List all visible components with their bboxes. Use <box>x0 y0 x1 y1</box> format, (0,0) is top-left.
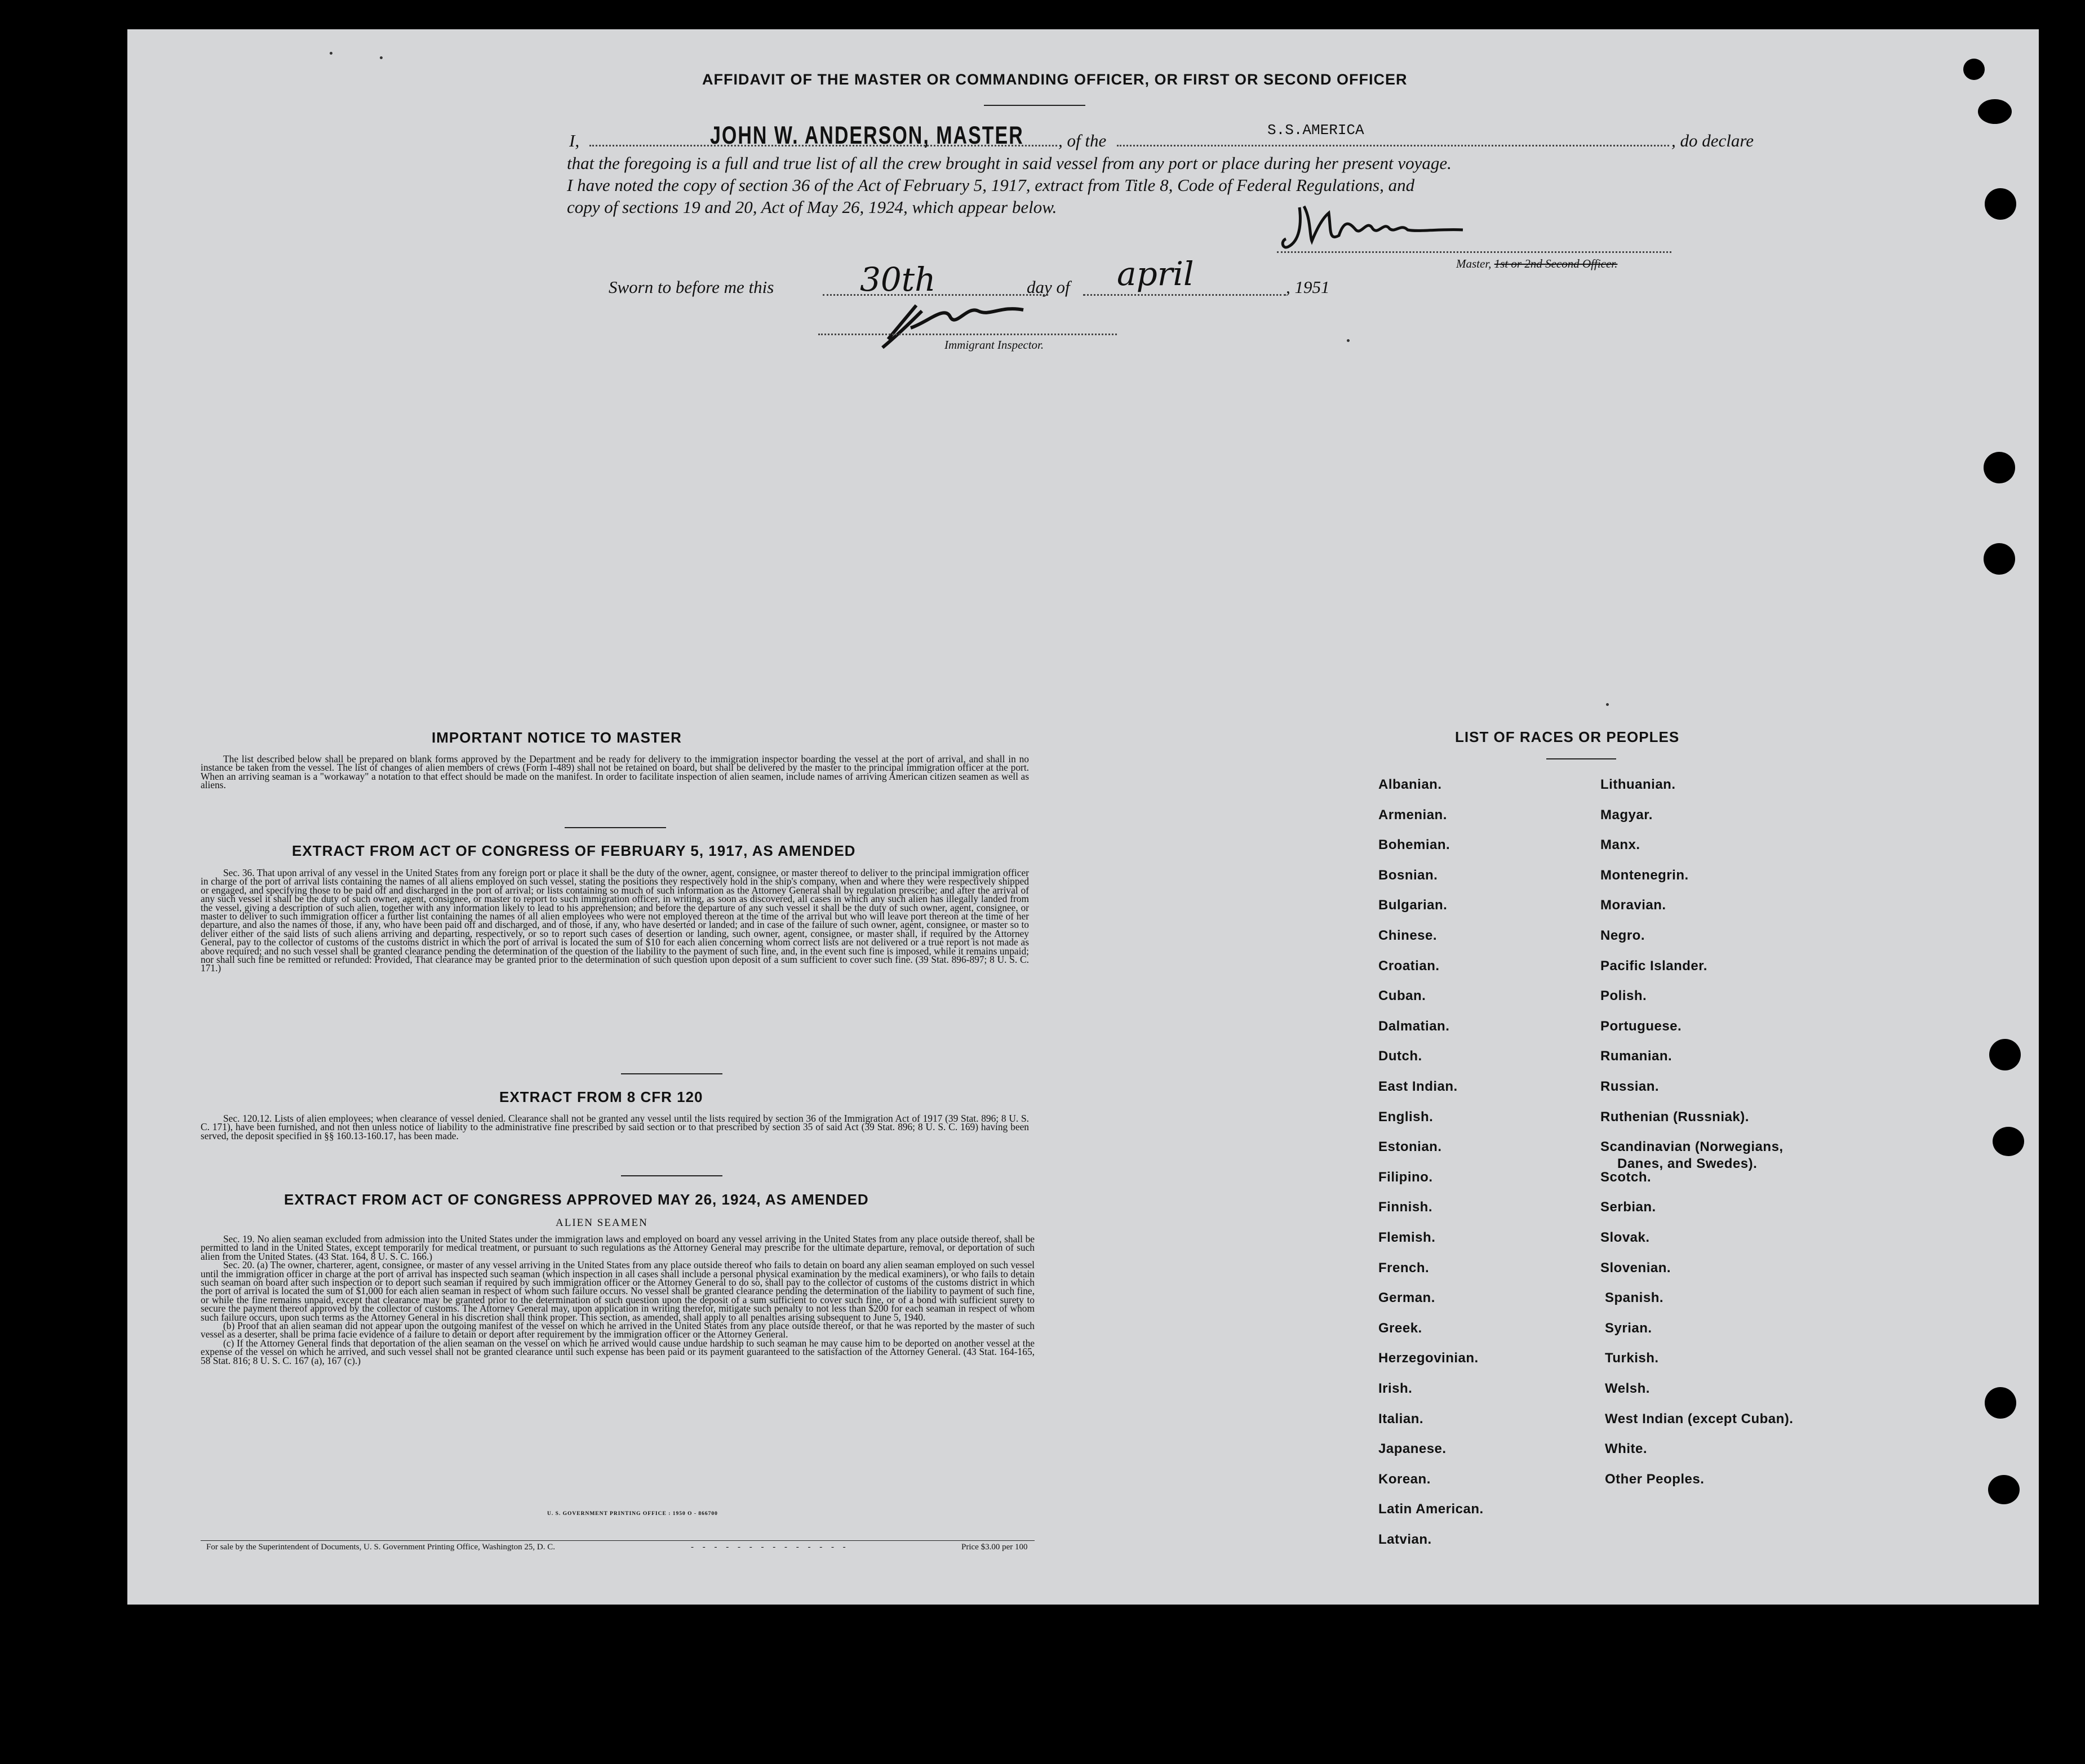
inspector-line <box>818 334 1117 335</box>
divider-2 <box>621 1073 722 1074</box>
sworn-label: Sworn to before me this <box>609 277 774 297</box>
extract-cfr-text: Sec. 120.12. Lists of alien employees; when clearance of vessel denied. Clearance shall not be granted any vessel until the lists required by section 36 of the Immigration Act of 1917 (39 Stat. 896; 8 U. S. C. 171), have been furnished, and not then unless notice of liability to the administrative fine prescribed by said section or to that prescribed by section 35 of said Act (39 Stat. 896; 8 U. S. C. 169) having been served, the deposit specified in §§ 160.13-160.17, has been made. <box>201 1113 1029 1141</box>
notice-text: The list described below shall be prepared on blank forms approved by the Department and be ready for delivery to the immigration inspector boarding the vessel at the port of arrival, and shall in no instance be taken from the vessel. The list of changes of alien members of crews (Form I-489) shall not be retained on board, but shall be delivered by the master to the principal immigration officer at the port. When an arriving seaman is a "workaway" a notation to that effect should be made on the manifest. In order to facilitate inspection of alien seamen, include names of arriving American citizen seamen as well as aliens. <box>201 753 1029 791</box>
extract-1924-title: EXTRACT FROM ACT OF CONGRESS APPROVED MAY 26, 1924, AS AMENDED <box>284 1191 869 1208</box>
footer-sale: For sale by the Superintendent of Documents, U. S. Government Printing Office, Washington 25, D. C. <box>206 1543 555 1552</box>
affidavit-declare: , do declare <box>1671 131 1754 150</box>
race-item: West Indian (except Cuban). <box>1605 1411 1794 1427</box>
race-item: Bohemian. <box>1378 837 1450 853</box>
notice-title: IMPORTANT NOTICE TO MASTER <box>432 729 682 746</box>
race-item: Serbian. <box>1600 1199 1656 1215</box>
race-item: Polish. <box>1600 988 1647 1004</box>
punch-hole <box>1963 59 1985 80</box>
vessel-blank <box>1117 145 1669 146</box>
race-item: Bulgarian. <box>1378 897 1448 913</box>
race-item: Cuban. <box>1378 988 1426 1004</box>
punch-hole <box>1984 543 2015 575</box>
footer-rule <box>201 1540 1035 1541</box>
affidavit-text-2: that the foregoing is a full and true list of all the crew brought in said vessel from any port or place during her present voyage. <box>567 153 1452 173</box>
race-item: Armenian. <box>1378 807 1447 823</box>
alien-seamen-subtitle: ALIEN SEAMEN <box>556 1217 648 1229</box>
punch-hole <box>1989 1039 2021 1070</box>
sworn-month: april <box>1117 255 1194 293</box>
race-item: Latin American. <box>1378 1501 1484 1517</box>
sec-20a: Sec. 20. (a) The owner, charterer, agent, consignee, or master of any vessel arriving in the United States from any place outside thereof who fails to detain on board any alien seaman employed on such vessel until the immigration officer in charge at the port of arrival has inspected such seaman (which inspection in all cases shall include a personal physical examination by the medical examiners), or who fails to detain such seaman on board after such inspection or to deport such seaman if required by such immigration officer or the Attorney General to do so, shall pay to the collector of customs of the customs district in which the port of arrival is located the sum of $1,000 for each alien seaman in respect of whom such failure occurs. No vessel shall be granted clearance pending the determination of the liability to payment of such fine, or while the fine remains unpaid, except that clearance may be granted prior to the determination of such question upon the deposit of a sum sufficient to cover such fine, or of a bond with sufficient surety to secure the payment thereof approved by the collector of customs. The Attorney General may, upon application in writing therefor, mitigate such penalty to not less than $200 for each seaman in respect of whom such failure occurs, upon such terms as the Attorney General in his discretion shall think proper. This section, as amended, shall apply to all penalties arising subsequent to June 5, 1940. <box>201 1259 1035 1323</box>
race-item: Danes, and Swedes). <box>1617 1156 1758 1172</box>
speck <box>1606 703 1609 706</box>
sworn-year: , 1951 <box>1286 277 1330 297</box>
race-item: Negro. <box>1600 928 1645 943</box>
race-item: Filipino. <box>1378 1169 1433 1185</box>
divider-3 <box>621 1175 722 1176</box>
extract-1917-text: Sec. 36. That upon arrival of any vessel in the United States from any foreign port or place it shall be the duty of the owner, agent, consignee, or master thereof to deliver to the principal immigration officer in charge of the port of arrival lists containing the names of all aliens employed on such vessel, stating the positions they respectively hold in the ship's company, when and where they were respectively shipped or engaged, and specifying those to be paid off and discharged in the port of arrival; or lists containing so much of such information as the Attorney General shall by regulation prescribe; and after the arrival of any such vessel it shall be the duty of such owner, agent, consignee, or master to report to such immigration officer, in writing, as soon as discovered, all cases in which any such alien has illegally landed from the vessel, giving a description of such alien, together with any information likely to lead to his apprehension; and before the departure of any such vessel it shall be the duty of such owner, agent, consignee, or master to deliver to such immigration officer a further list containing the names of all alien employees who were not employed thereon at the time of the arrival but who will leave port thereon at the time of her departure, and also the names of those, if any, who have been paid off and discharged, and of those, if any, who have deserted or landed; and in case of the failure of such owner, agent, consignee, or master so to deliver either of the said lists of such aliens arriving and departing, respectively, or so to report such cases of desertion or landing, such owner, agent, consignee, or master shall, if required by the Attorney General, pay to the collector of customs of the customs district in which the port of arrival is located the sum of $10 for each alien concerning whom correct lists are not delivered or a true report is not made as above required; and no such vessel shall be granted clearance pending the determination of the question of the liability to the payment of such fine, and, in the event such fine is imposed, while it remains unpaid; nor shall such fine be remitted or refunded: Provided, That clearance may be granted prior to the determination of such question upon deposit of a sum sufficient to cover such fine. (39 Stat. 896-897; 8 U. S. C. 171.) <box>201 867 1029 974</box>
race-item: Pacific Islander. <box>1600 958 1707 974</box>
race-item: Irish. <box>1378 1381 1413 1396</box>
sec-20c: (c) If the Attorney General finds that deportation of the alien seaman on the vessel on which he arrived would cause undue hardship to such seaman he may cause him to be deported on another vessel at the expense of the vessel on which he arrived, and such vessel shall not be granted clearance until such expense has been paid or its payment guaranteed to the satisfaction of the Attorney General. (43 Stat. 164-165, 58 Stat. 816; 8 U. S. C. 167 (a), 167 (c).) <box>201 1337 1035 1366</box>
form-page <box>127 29 2039 1605</box>
race-item: English. <box>1378 1109 1434 1125</box>
race-item: Albanian. <box>1378 777 1442 792</box>
divider-1 <box>565 827 666 828</box>
affidavit-of-the: , of the <box>1058 131 1107 150</box>
race-item: Dalmatian. <box>1378 1018 1450 1034</box>
extract-cfr-title: EXTRACT FROM 8 CFR 120 <box>499 1088 703 1105</box>
punch-hole <box>1984 452 2015 483</box>
inspector-label: Immigrant Inspector. <box>944 338 1044 352</box>
speck <box>330 52 332 55</box>
race-item: Herzegovinian. <box>1378 1350 1479 1366</box>
race-item: Spanish. <box>1605 1290 1664 1306</box>
race-item: Montenegrin. <box>1600 867 1689 883</box>
races-divider <box>1546 758 1616 759</box>
race-item: Flemish. <box>1378 1230 1436 1245</box>
extract-1924-text <box>201 1235 1035 1365</box>
race-item: German. <box>1378 1290 1435 1306</box>
speck <box>1347 339 1350 342</box>
race-item: Slovak. <box>1600 1230 1650 1245</box>
race-item: Korean. <box>1378 1471 1431 1487</box>
master-signature-line <box>1277 251 1671 253</box>
affidavit-text-3: I have noted the copy of section 36 of the Act of February 5, 1917, extract from Title 8, Code of Federal Regulations, and <box>567 175 1415 195</box>
vessel-name: S.S.AMERICA <box>1267 122 1364 139</box>
sworn-year-suffix: 51 <box>1312 277 1330 297</box>
race-item: Manx. <box>1600 837 1640 853</box>
race-item: Finnish. <box>1378 1199 1432 1215</box>
race-item: Portuguese. <box>1600 1018 1682 1034</box>
sworn-month-blank <box>1083 294 1286 296</box>
race-item: Croatian. <box>1378 958 1440 974</box>
race-item: Greek. <box>1378 1320 1422 1336</box>
affidavit-text-4: copy of sections 19 and 20, Act of May 26, 1924, which appear below. <box>567 197 1057 217</box>
gpo-imprint: U. S. GOVERNMENT PRINTING OFFICE : 1950 O - 866700 <box>547 1511 718 1517</box>
punch-hole <box>1993 1127 2024 1156</box>
race-item: Japanese. <box>1378 1441 1447 1457</box>
race-item: Syrian. <box>1605 1320 1652 1336</box>
master-signature <box>1277 196 1491 258</box>
races-title: LIST OF RACES OR PEOPLES <box>1455 728 1680 745</box>
race-item: Rumanian. <box>1600 1048 1673 1064</box>
punch-hole <box>1988 1475 2020 1504</box>
master-label: Master, 1st or 2nd Second Officer. <box>1456 257 1618 270</box>
affidavit-i: I, <box>569 131 580 150</box>
race-item: Magyar. <box>1600 807 1653 823</box>
race-item: French. <box>1378 1260 1430 1276</box>
affidavit-title: AFFIDAVIT OF THE MASTER OR COMMANDING OFFICER, OR FIRST OR SECOND OFFICER <box>702 71 1408 88</box>
race-item: Scandinavian (Norwegians, <box>1600 1139 1784 1155</box>
race-item: Estonian. <box>1378 1139 1442 1155</box>
footer-price: Price $3.00 per 100 <box>961 1543 1028 1552</box>
race-item: Italian. <box>1378 1411 1424 1427</box>
race-item: Moravian. <box>1600 897 1666 913</box>
race-item: Chinese. <box>1378 928 1438 943</box>
race-item: Latvian. <box>1378 1532 1432 1547</box>
master-name-stamp: JOHN W. ANDERSON, MASTER <box>710 122 1024 150</box>
race-item: Lithuanian. <box>1600 777 1676 792</box>
race-item: Turkish. <box>1605 1350 1659 1366</box>
punch-hole <box>1985 1387 2016 1419</box>
race-item: Welsh. <box>1605 1381 1650 1396</box>
race-item: Dutch. <box>1378 1048 1422 1064</box>
speck <box>380 56 383 59</box>
title-divider <box>984 105 1085 106</box>
race-item: Bosnian. <box>1378 867 1438 883</box>
race-item: Slovenian. <box>1600 1260 1671 1276</box>
extract-1917-title: EXTRACT FROM ACT OF CONGRESS OF FEBRUARY 5, 1917, AS AMENDED <box>292 842 856 859</box>
race-item: Ruthenian (Russniak). <box>1600 1109 1749 1125</box>
race-item: Russian. <box>1600 1079 1660 1094</box>
race-item: East Indian. <box>1378 1079 1458 1094</box>
sec-19: Sec. 19. No alien seaman excluded from admission into the United States under the immigration laws and employed on board any vessel arriving in the United States from any place outside thereof, shall be permitted to land in the United States, except temporarily for medical treatment, or pursuant to such regulations as the Attorney General may prescribe for the ultimate departure, removal, or deportation of such alien from the United States. (43 Stat. 164, 8 U. S. C. 166.) <box>201 1233 1035 1262</box>
punch-hole <box>1978 99 2012 124</box>
punch-hole <box>1985 188 2016 220</box>
day-of-label: day of <box>1027 277 1070 297</box>
race-item: Other Peoples. <box>1605 1471 1705 1487</box>
struck-officer-label: 1st or 2nd Second Officer. <box>1494 257 1618 270</box>
race-item: White. <box>1605 1441 1647 1457</box>
footer-leader: - - - - - - - - - - - - - - <box>691 1543 849 1552</box>
sworn-day: 30th <box>860 260 936 299</box>
race-item: Scotch. <box>1600 1169 1652 1185</box>
sec-20b: (b) Proof that an alien seaman did not appear upon the outgoing manifest of the vessel on which he arrived in the United States from any place outside thereof, or that he was reported by the master of such vessel as a deserter, shall be prima facie evidence of a failure to detain or deport after requirement by the immigration officer or the Attorney General. <box>201 1320 1035 1340</box>
